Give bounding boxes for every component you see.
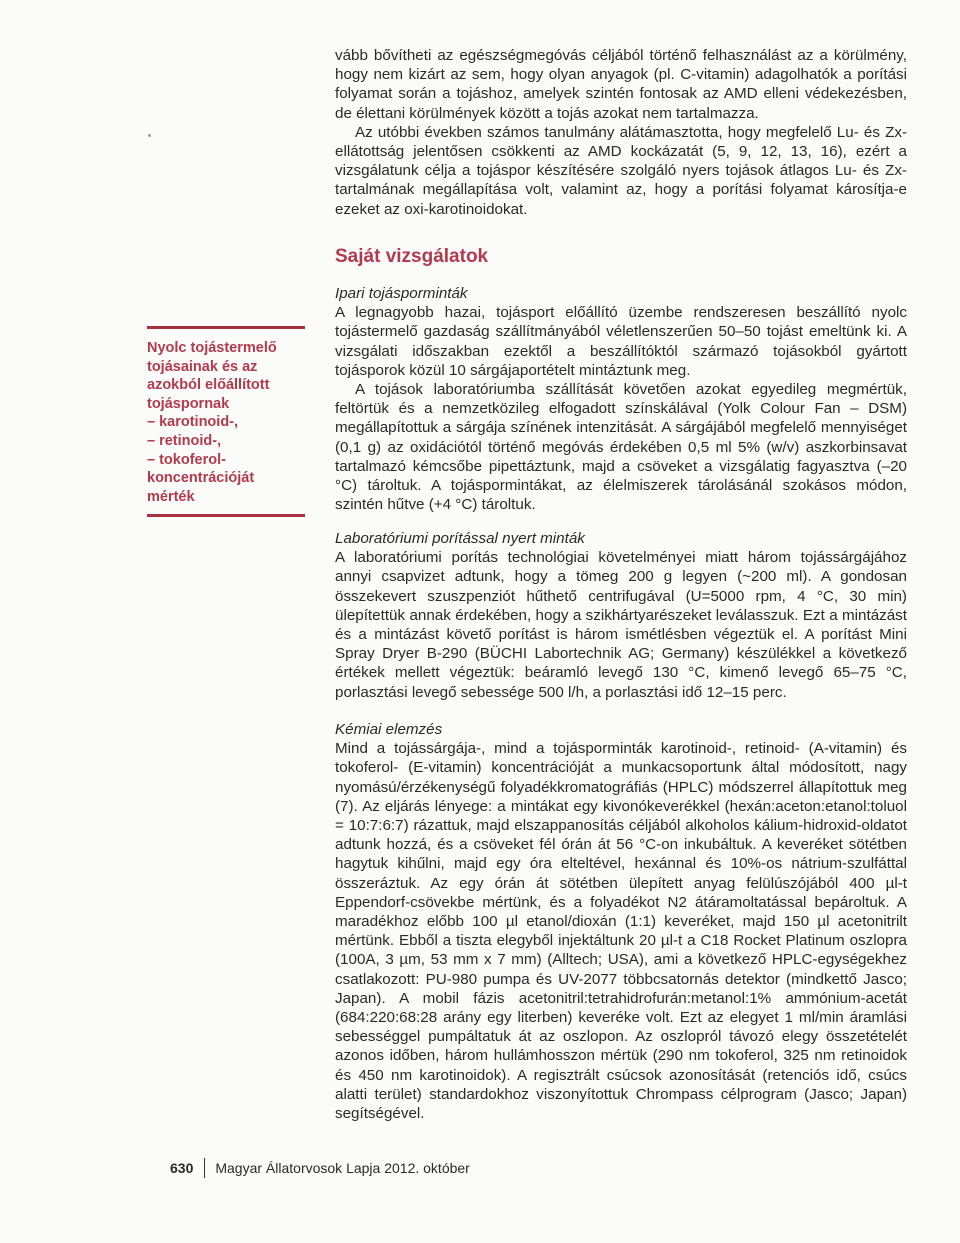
scan-speck — [148, 134, 151, 137]
intro-block — [335, 46, 907, 219]
subsection-title-chem: Kémiai elemzés — [335, 721, 443, 738]
section-title: Saját vizsgálatok — [335, 246, 489, 267]
page-number: 630 — [170, 1160, 194, 1176]
subsection-title-lab: Laboratóriumi porítással nyert minták — [335, 530, 585, 547]
subsection-title-industrial: Ipari tojásporminták — [335, 285, 468, 302]
page-footer — [170, 1158, 470, 1178]
chem-paragraph-1: Mind a tojássárgája-, mind a tojásporminták karotinoid-, retinoid- (A-vitamin) és tokoferol- (E-vitamin) koncentrációját a munkacsoportunk által módosított, nagy nyomású/érzékenységű folyadékkromatográfiás (HPLC) módszerrel állapítottuk meg (7). Az eljárás lényege: a mintákat egy kivonókeverékkel (hexán:aceton:etanol:toluol = 10:7:6:7) rázattuk, majd elszappanosítás céljából alkoholos kálium-hidroxid-oldatot adtunk hozzá, és a csöveket fél órán át 56 °C-on inkubáltuk. A keveréket sötétben hagytuk kihűlni, majd egy óra elteltével, hexánnal és 10%-os nátrium-szulfáttal összeráztuk. Az egy órán át sötétben ülepített anyag felülúszójából 400 µl-t Eppendorf-csövekbe mértünk, és a folyadékot N2 átáramoltatással bepároltuk. A maradékhoz előbb 100 µl etanol/dioxán (1:1) keveréket, majd 150 µl acetonitrilt mértünk. Ebből a tiszta elegyből injektáltunk 20 µl-t a C18 Rocket Platinum oszlopra (100A, 3 µm, 53 mm x 7 mm) (Alltech; USA), ami a következő HPLC-egységekhez csatlakozott: PU-980 pumpa és UV-2077 többcsatornás detektor (mindkettő Jasco; Japan). A mobil fázis acetonitril:tetrahidrofurán:metanol:1% ammónium-acetát (684:220:68:28 arány egy literben) keveréke volt. Ezt az elegyet 1 ml/min áramlási sebességgel pumpáltatuk át az oszlopon. Az oszlopról távozó elegy összetételét azonos időben, három hullámhosszon mértük (290 nm tokoferol, 325 nm retinoidok és 450 nm karotinoidok). A regisztrált csúcsok azonosítását (retenciós idő, csúcs alatti terület) standardokhoz viszonyítottuk Chrompass célprogram (Jasco; Japan) segítségével. — [335, 740, 907, 1123]
sidebar-line: mérték — [147, 488, 195, 505]
sidebar-line: – tokoferol- — [147, 451, 226, 468]
chem-section — [335, 720, 907, 1123]
sidebar-line: Nyolc tojástermelő — [147, 340, 277, 356]
sidebar-line: – karotinoid-, — [147, 414, 239, 431]
industrial-section — [335, 284, 907, 514]
intro-paragraph-2: Az utóbbi években számos tanulmány alátámasztotta, hogy megfelelő Lu- és Zx-ellátottság jelentősen csökkenti az AMD kockázatát (5, 9, 12, 13, 16), ezért a vizsgálatunk célja a tojáspor készítésére szolgáló nyers tojások átlagos Lu- és Zx-tartalmának megállapítása volt, valamint az, hogy a porítási folyamat károsítja-e ezeket az oxi-karotinoidokat. — [335, 123, 907, 218]
sidebar-line: tojásainak és az — [147, 358, 258, 375]
industrial-paragraph-2: A tojások laboratóriumba szállítását követően azokat egyedileg megmértük, feltörtük és a nemzetközileg elfogadott színskálával (Yolk Colour Fan – DSM) megállapítottuk a sárgája színének intenzitását. A sárgájából megfelelő mennyiséget (0,1 g) az oxidációtól történő megóvás érdekében 0,5 ml 5% (w/v) aszkorbinsavat tartalmazó kémcsőbe pipettáztunk, majd a csöveket a vizsgálatig fagyasztva (–20 °C) tároltuk. A tojáspormintákat, az élelmiszerek tárolásánál szokásos módon, szintén hűtve (+4 °C) tároltuk. — [335, 381, 907, 514]
sidebar-line: azokból előállított — [147, 377, 270, 394]
industrial-paragraph-1: A legnagyobb hazai, tojásport előállító üzembe rendszeresen beszállító nyolc tojástermelő gazdaság szállítmányából véletlenszerűen 50–50 tojást emeltünk ki. A vizsgálati időszakban ezektől a beszállítóktól származó tojásokból gyártott tojásporok közül 10 sárgájaportételt mintáztunk meg. — [335, 304, 907, 379]
lab-paragraph-1: A laboratóriumi porítás technológiai követelményei miatt három tojássárgájához annyi csapvizet adtunk, hogy a tömeg 200 g legyen (~200 ml). A gondosan összekevert szuszpenziót hűthető centrifugával (U=5000 rpm, 4 °C, 30 min) ülepítettük annak érdekében, hogy a szikhártyarészeket leválasszuk. Ezt a mintázást és a mintázást követő porítást is három ismétlésben végeztük el. A porítást Mini Spray Dryer B-290 (BÜCHI Labortechnik AG; Germany) készülékkel a következő értékek mellett végeztük: beáramló levegő 130 °C, kimenő levegő 65–75 °C, porlasztási levegő sebessége 500 l/h, a porlasztási idő 12–15 perc. — [335, 549, 907, 701]
sidebar-line: – retinoid-, — [147, 432, 222, 449]
sidebar-line: koncentrációját — [147, 470, 255, 487]
journal-name: Magyar Állatorvosok Lapja 2012. október — [215, 1160, 470, 1176]
footer-divider — [204, 1158, 205, 1178]
intro-paragraph-1: vább bővítheti az egészségmegóvás céljából történő felhasználást az a körülmény, hogy nem kizárt az sem, hogy olyan anyagok (pl. C-vitamin) adagolhatók a porítási folyamat során a tojáshoz, amelyek szintén fontosak az AMD elleni védekezésben, de élettani körülmények között a tojás azokat nem tartalmazza. — [335, 47, 907, 122]
sidebar-line: tojáspornak — [147, 395, 230, 412]
sidebar-highlight-box — [147, 326, 305, 517]
lab-section — [335, 529, 907, 702]
